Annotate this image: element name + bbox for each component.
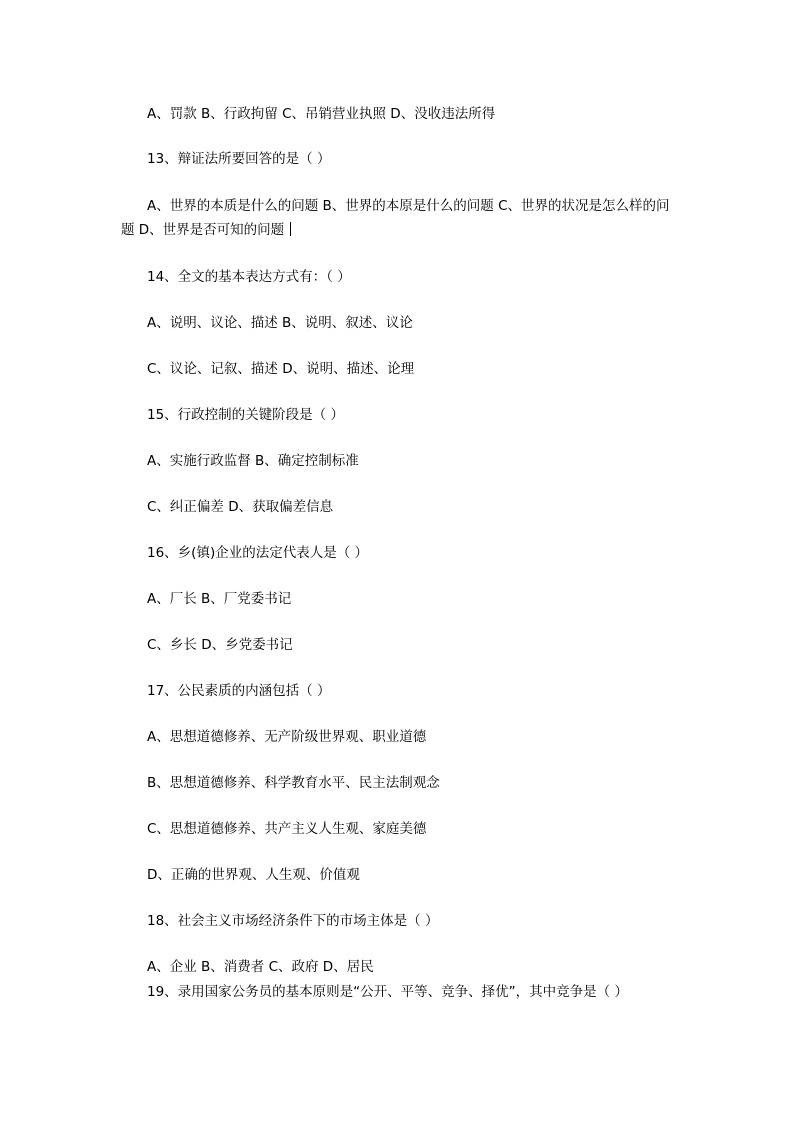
answer-options-q16-ab: A、厂长 B、厂党委书记: [147, 591, 292, 607]
answer-options-q14-ab: A、说明、议论、描述 B、说明、叙述、议论: [147, 315, 413, 331]
answer-options-q15-cd: C、纠正偏差 D、获取偏差信息: [147, 499, 334, 515]
question-14: 14、全文的基本表达方式有：（ ）: [147, 269, 351, 285]
answer-option-q17-c: C、思想道德修养、共产主义人生观、家庭美德: [147, 821, 427, 837]
answer-options-q14-cd: C、议论、记叙、描述 D、说明、描述、论理: [147, 361, 415, 377]
answer-options-q13-text: A、世界的本质是什么的问题 B、世界的本原是什么的问题 C、世界的状况是怎么样的问题 D、世界是否可知的问题: [121, 198, 670, 238]
question-13: 13、辩证法所要回答的是（ ）: [147, 151, 331, 167]
answer-option-q17-d: D、正确的世界观、人生观、价值观: [147, 867, 360, 883]
answer-options-q13: [121, 194, 681, 242]
question-18: 18、社会主义市场经济条件下的市场主体是（ ）: [147, 913, 439, 929]
answer-options-q15-ab: A、实施行政监督 B、确定控制标准: [147, 453, 359, 469]
answer-options-q16-cd: C、乡长 D、乡党委书记: [147, 637, 293, 653]
answer-option-q17-a: A、思想道德修养、无产阶级世界观、职业道德: [147, 729, 427, 745]
question-17: 17、公民素质的内涵包括（ ）: [147, 683, 331, 699]
question-16: 16、乡(镇)企业的法定代表人是（ ）: [147, 545, 369, 561]
question-15: 15、行政控制的关键阶段是（ ）: [147, 407, 344, 423]
answer-option-q17-b: B、思想道德修养、科学教育水平、民主法制观念: [147, 775, 440, 791]
text-cursor: [290, 222, 291, 236]
answer-options-q12: A、罚款 B、行政拘留 C、吊销营业执照 D、没收违法所得: [147, 106, 496, 122]
answer-options-q18: A、企业 B、消费者 C、政府 D、居民: [147, 959, 374, 975]
question-19: 19、录用国家公务员的基本原则是“公开、平等、竞争、择优”，其中竞争是（ ）: [147, 984, 628, 1000]
